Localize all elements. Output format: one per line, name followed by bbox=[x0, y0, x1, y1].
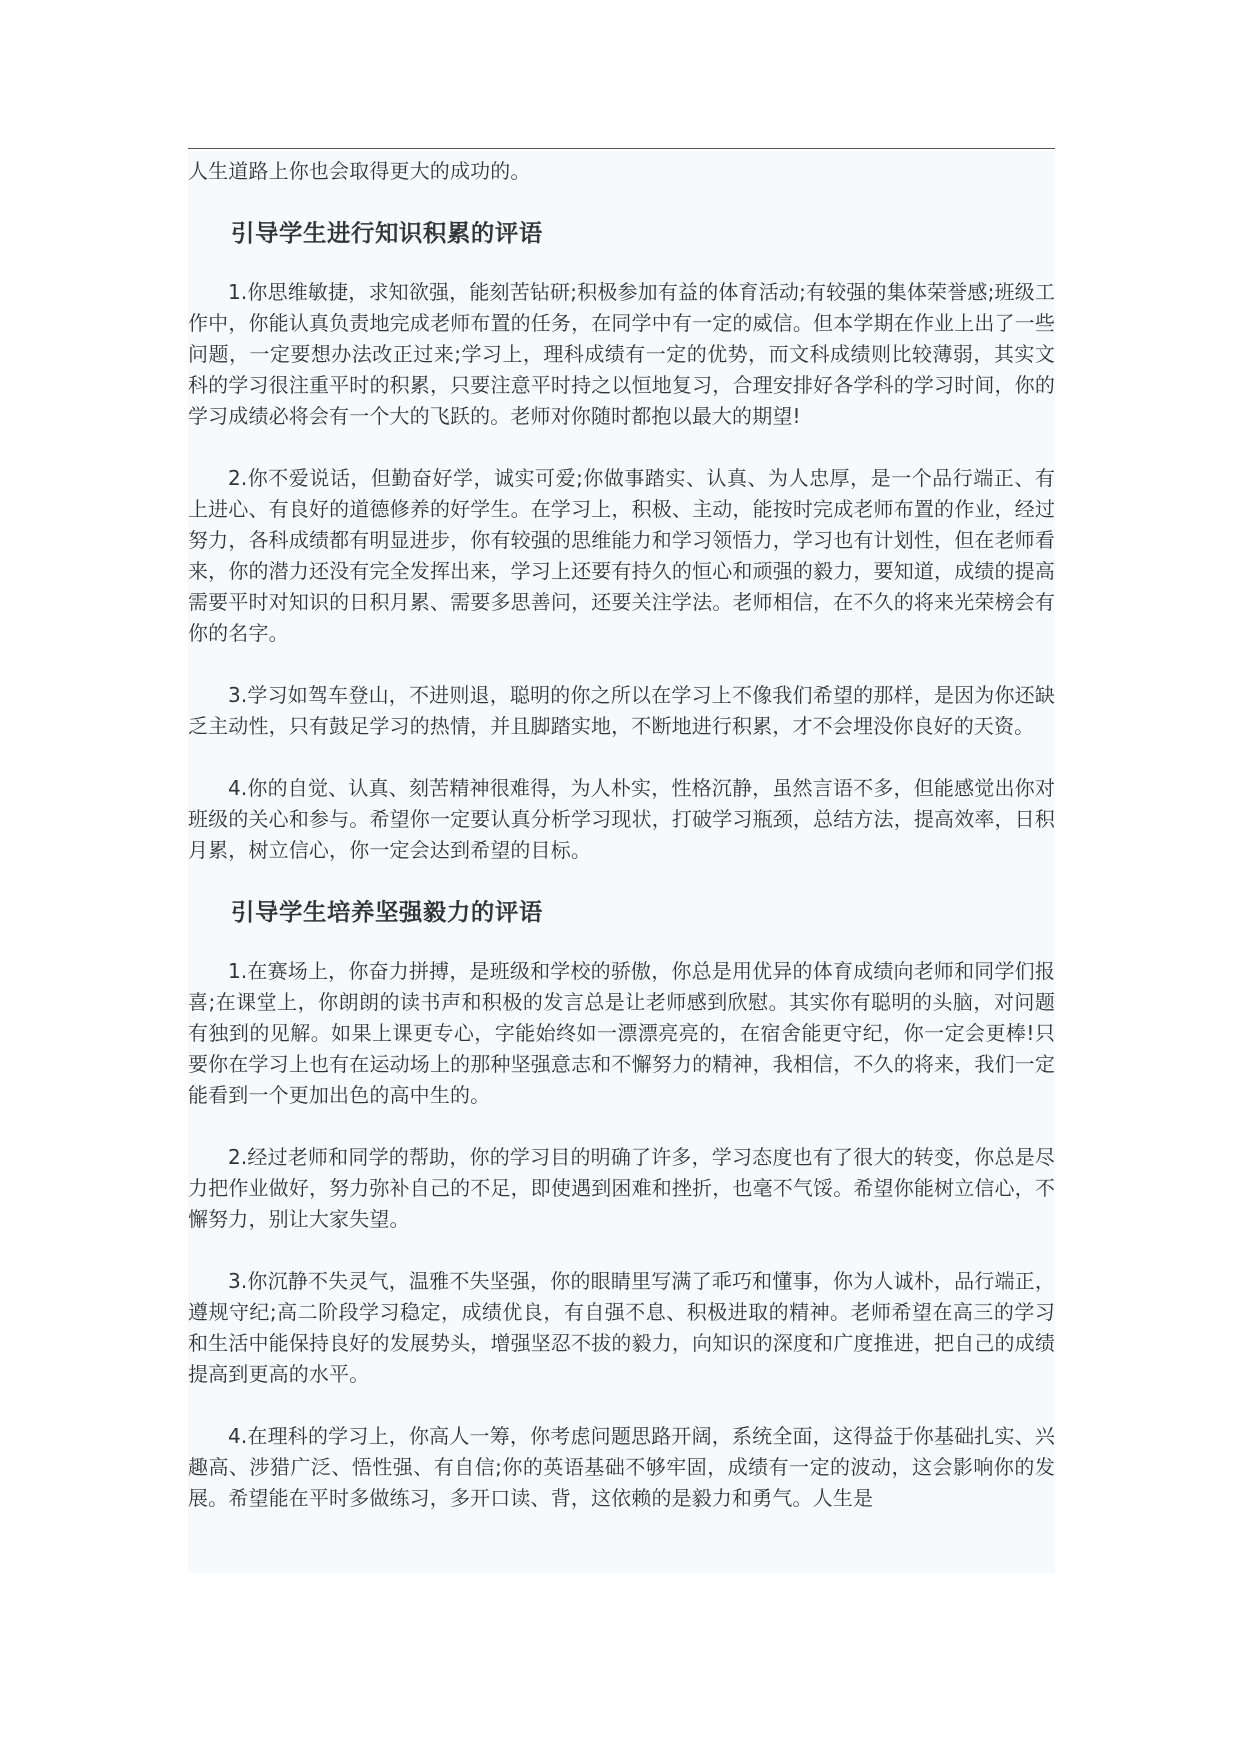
intro-paragraph: 人生道路上你也会取得更大的成功的。 bbox=[188, 159, 531, 183]
top-divider bbox=[188, 148, 1055, 149]
paragraph-perseverance-4: 4.在理科的学习上，你高人一筹，你考虑问题思路开阔，系统全面，这得益于你基础扎实、兴趣高、涉猎广泛、悟性强、有自信;你的英语基础不够牢固，成绩有一定的波动，这会影响你的发展。希望能在平时多做练习，多开口读、背，这依赖的是毅力和勇气。人生是 bbox=[188, 1424, 1055, 1510]
paragraph-knowledge-3: 3.学习如驾车登山，不进则退，聪明的你之所以在学习上不像我们希望的那样，是因为你还缺乏主动性，只有鼓足学习的热情，并且脚踏实地，不断地进行积累，才不会埋没你良好的天资。 bbox=[188, 683, 1055, 738]
paragraph-knowledge-2: 2.你不爱说话，但勤奋好学，诚实可爱;你做事踏实、认真、为人忠厚，是一个品行端正、有上进心、有良好的道德修养的好学生。在学习上，积极、主动，能按时完成老师布置的作业，经过努力，各科成绩都有明显进步，你有较强的思维能力和学习领悟力，学习也有计划性，但在老师看来，你的潜力还没有完全发挥出来，学习上还要有持久的恒心和顽强的毅力，要知道，成绩的提高需要平时对知识的日积月累、需要多思善问，还要关注学法。老师相信，在不久的将来光荣榜会有你的名字。 bbox=[188, 466, 1055, 645]
paragraph-perseverance-2: 2.经过老师和同学的帮助，你的学习目的明确了许多，学习态度也有了很大的转变，你总是尽力把作业做好，努力弥补自己的不足，即使遇到困难和挫折，也毫不气馁。希望你能树立信心，不懈努力，别让大家失望。 bbox=[188, 1145, 1055, 1231]
paragraph-perseverance-3: 3.你沉静不失灵气，温雅不失坚强，你的眼睛里写满了乖巧和懂事，你为人诚朴，品行端正，遵规守纪;高二阶段学习稳定，成绩优良，有自强不息、积极进取的精神。老师希望在高三的学习和生活中能保持良好的发展势头，增强坚忍不拔的毅力，向知识的深度和广度推进，把自己的成绩提高到更高的水平。 bbox=[188, 1269, 1055, 1386]
document-body bbox=[188, 151, 1055, 1573]
paragraph-knowledge-1: 1.你思维敏捷，求知欲强，能刻苦钻研;积极参加有益的体育活动;有较强的集体荣誉感;班级工作中，你能认真负责地完成老师布置的任务，在同学中有一定的威信。但本学期在作业上出了一些问题，一定要想办法改正过来;学习上，理科成绩有一定的优势，而文科成绩则比较薄弱，其实文科的学习很注重平时的积累，只要注意平时持之以恒地复习，合理安排好各学科的学习时间，你的学习成绩必将会有一个大的飞跃的。老师对你随时都抱以最大的期望! bbox=[188, 280, 1055, 428]
paragraph-perseverance-1: 1.在赛场上，你奋力拼搏，是班级和学校的骄傲，你总是用优异的体育成绩向老师和同学们报喜;在课堂上，你朗朗的读书声和积极的发言总是让老师感到欣慰。其实你有聪明的头脑，对问题有独到的见解。如果上课更专心，字能始终如一漂漂亮亮的，在宿舍能更守纪，你一定会更棒!只要你在学习上也有在运动场上的那种坚强意志和不懈努力的精神，我相信，不久的将来，我们一定能看到一个更加出色的高中生的。 bbox=[188, 959, 1055, 1107]
section-heading-perseverance: 引导学生培养坚强毅力的评语 bbox=[231, 898, 543, 926]
section-heading-knowledge: 引导学生进行知识积累的评语 bbox=[231, 219, 543, 247]
paragraph-knowledge-4: 4.你的自觉、认真、刻苦精神很难得，为人朴实，性格沉静，虽然言语不多，但能感觉出你对班级的关心和参与。希望你一定要认真分析学习现状，打破学习瓶颈，总结方法，提高效率，日积月累，树立信心，你一定会达到希望的目标。 bbox=[188, 776, 1055, 862]
